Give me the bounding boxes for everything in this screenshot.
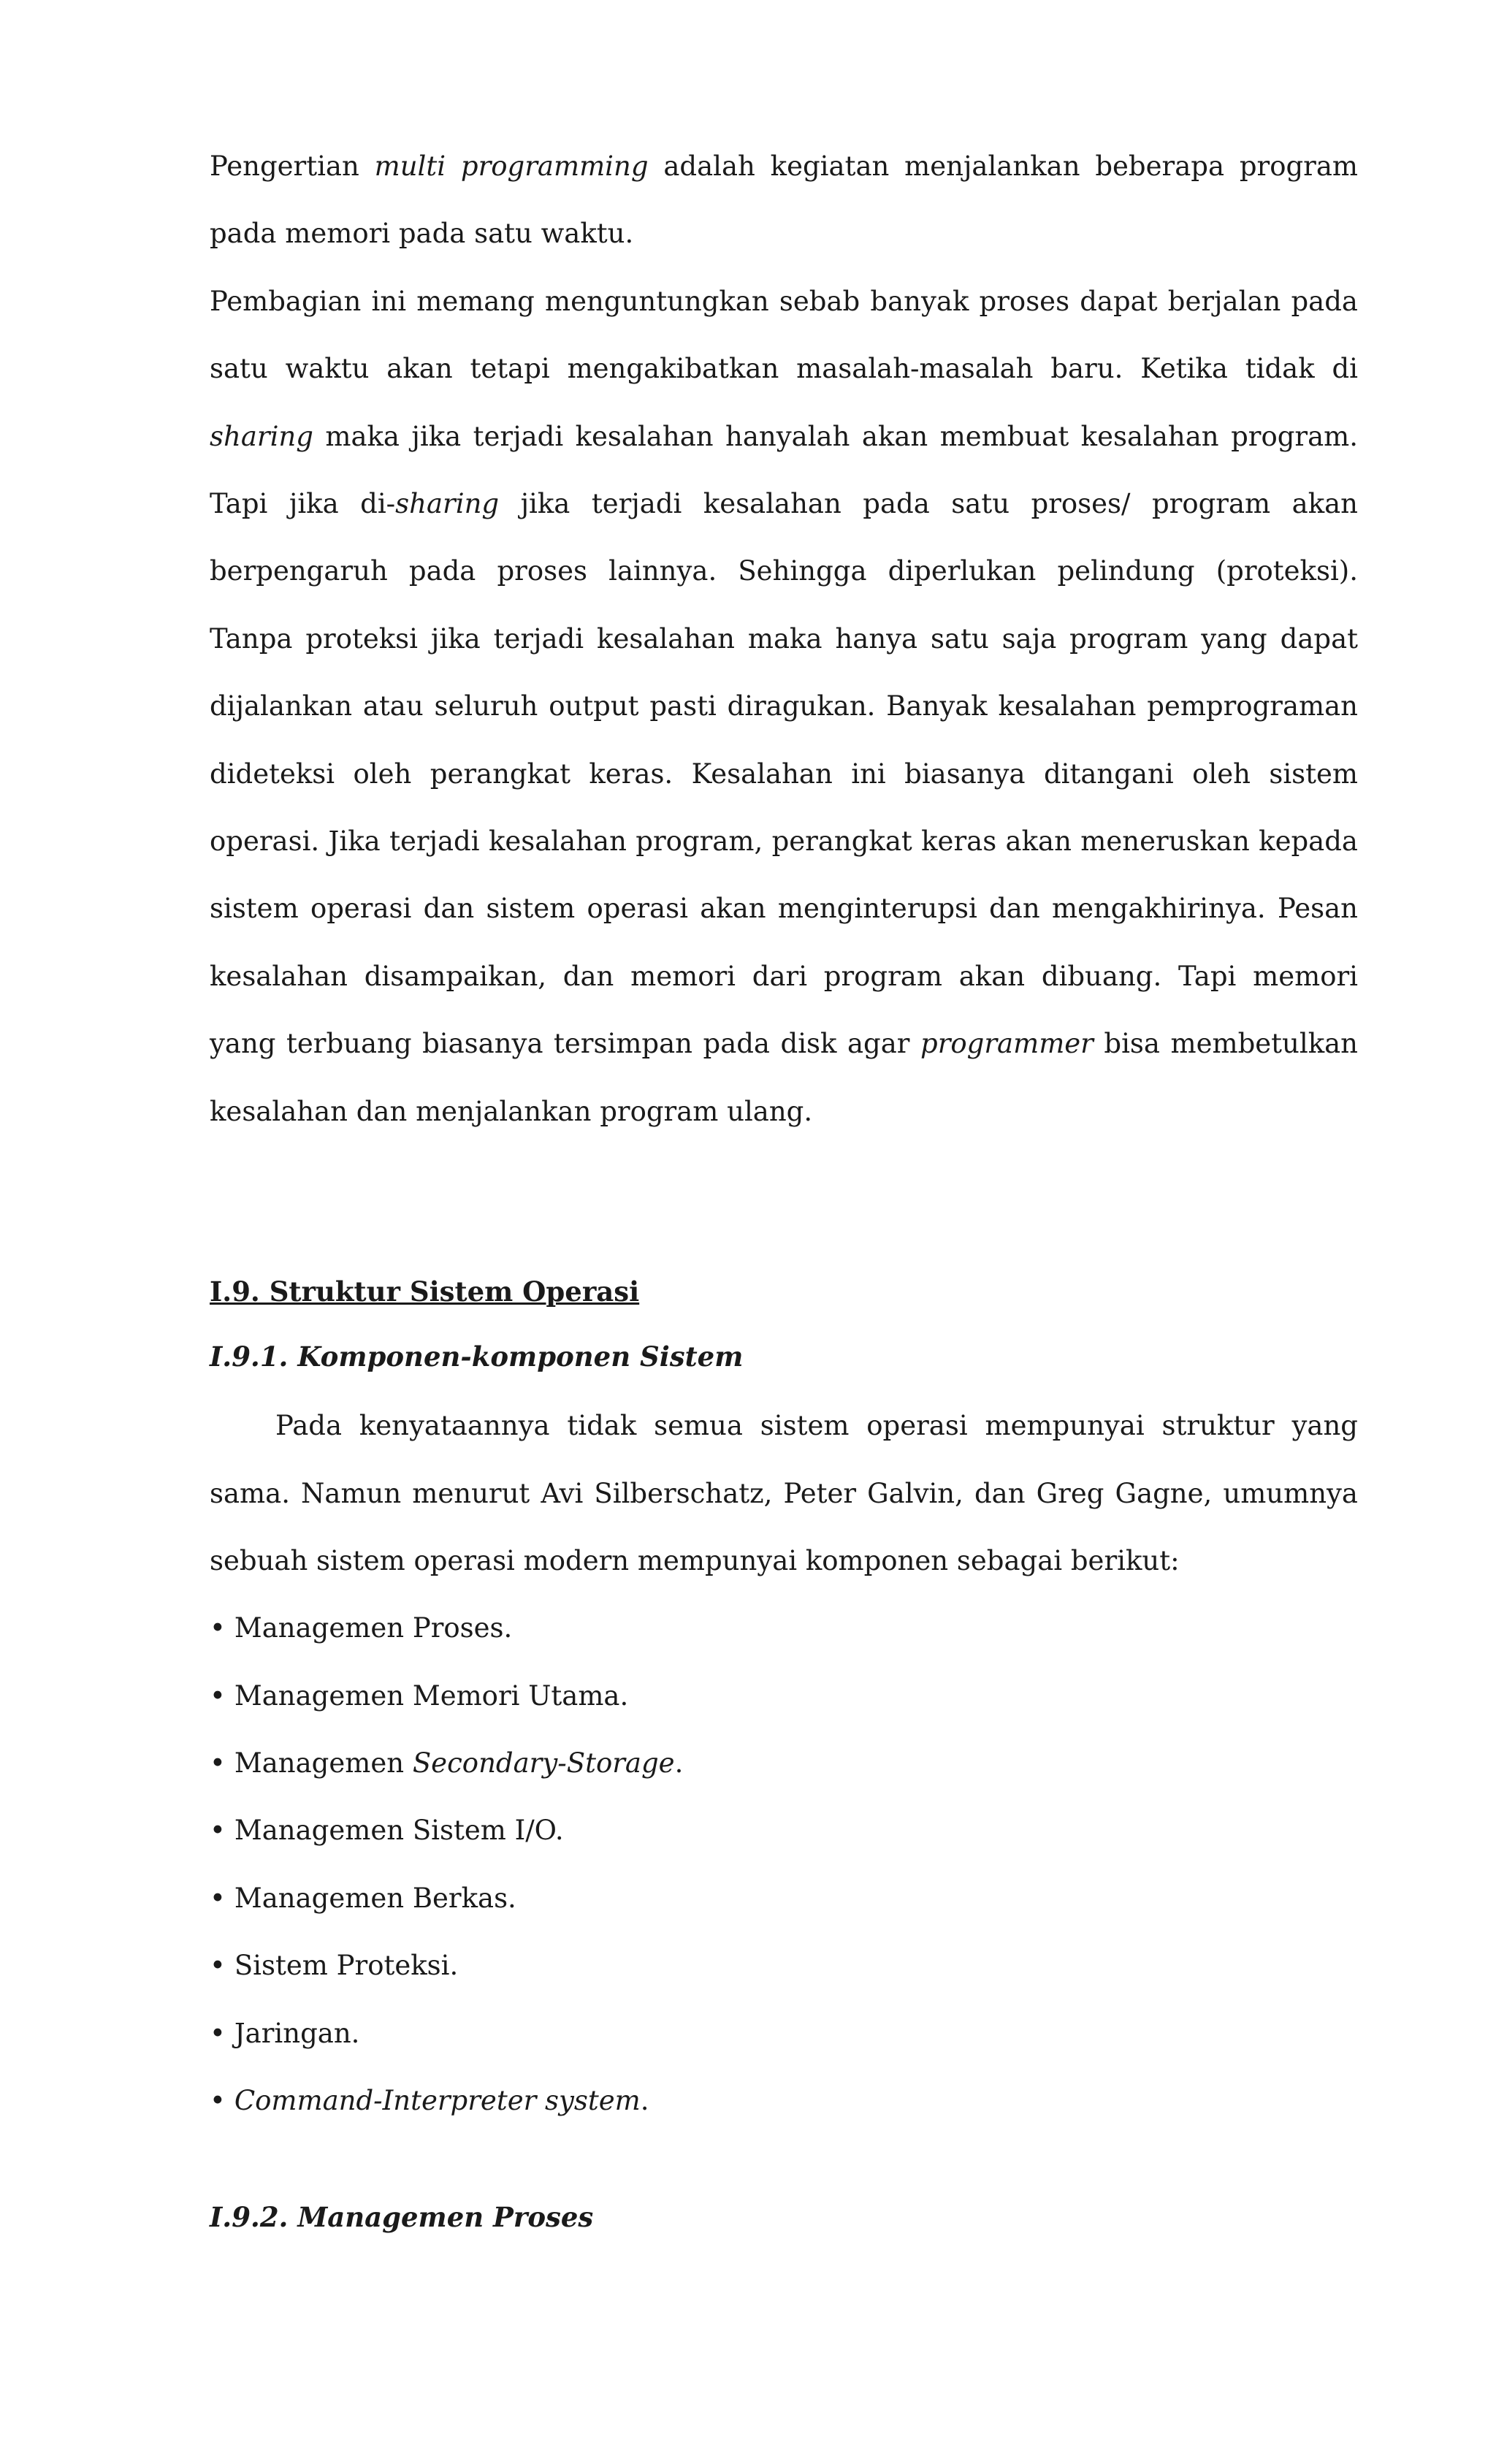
document-body [210,133,1358,2235]
list-item-text: Managemen [234,1747,413,1780]
list-item-text: Sistem Proteksi. [234,1950,459,1982]
list-item-text: Managemen Proses. [234,1612,513,1644]
bullet-icon: • [210,1815,226,1847]
section-heading: I.9. Struktur Sistem Operasi [210,1275,640,1308]
list-item [210,1865,1358,1932]
list-item [210,2000,1358,2067]
components-list [210,1595,1358,2135]
list-item [210,2067,1358,2135]
list-item-text: . [674,1747,684,1780]
list-item-text: Managemen Berkas. [234,1882,516,1914]
spacer [210,2135,1358,2199]
bullet-icon: • [210,2017,226,2049]
bullet-icon: • [210,1612,226,1644]
paragraph-text: maka jika terjadi kesalahan hanyalah akan membuat kesalahan program. Tapi jika di- [210,420,1358,520]
paragraph-text: bisa membetulkan kesalahan dan menjalankan program ulang. [210,1028,1359,1127]
paragraph-components-intro: Pada kenyataannya tidak semua sistem operasi mempunyai struktur yang sama. Namun menurut Avi Silberschatz, Peter Galvin, dan Greg Gagne, umumnya sebuah sistem operasi modern mempunyai komponen sebagai berikut: [210,1410,1358,1576]
italic-term: Secondary-Storage [412,1747,675,1780]
list-item-text: Jaringan. [234,2017,360,2049]
list-item [210,1730,1358,1797]
paragraph-sharing-protection [210,268,1358,1145]
bullet-icon: • [210,1950,226,1982]
bullet-icon: • [210,2085,226,2117]
italic-term: multi programming [374,150,649,182]
list-item [210,1663,1358,1730]
list-item-text: Managemen Sistem I/O. [234,1815,564,1847]
paragraph-multiprogramming-definition [210,133,1358,268]
italic-term: programmer [920,1028,1094,1060]
paragraph-text: adalah kegiatan menjalankan beberapa program pada memori pada satu waktu. [210,150,1358,250]
subsection-heading-components: I.9.1. Komponen-komponen Sistem [210,1340,744,1373]
list-item [210,1595,1358,1662]
italic-term: Command-Interpreter system [234,2085,641,2117]
list-item-text: . [640,2085,649,2117]
bullet-icon: • [210,1882,226,1914]
paragraph-text: Pembagian ini memang menguntungkan sebab banyak proses dapat berjalan pada satu waktu akan tetapi mengakibatkan masalah-masalah baru. Ketika tidak di [210,285,1358,385]
spacer [210,1145,1358,1273]
paragraph-text: Pengertian [210,150,375,182]
italic-term: sharing [395,488,500,520]
italic-term: sharing [210,420,313,452]
bullet-icon: • [210,1747,226,1780]
bullet-icon: • [210,1679,226,1712]
list-item [210,1797,1358,1864]
list-item-text: Managemen Memori Utama. [234,1679,629,1712]
list-item [210,1932,1358,1999]
subsection-heading-process-management: I.9.2. Managemen Proses [210,2201,594,2234]
paragraph-text: jika terjadi kesalahan pada satu proses/ program akan berpengaruh pada proses lainnya. Sehingga diperlukan pelindung (proteksi). Tanpa proteksi jika terjadi kesalahan maka hanya satu saja program yang dapat dijalankan atau seluruh output pasti diragukan. Banyak kesalahan pemprograman dideteksi oleh perangkat keras. Kesalahan ini biasanya ditangani oleh sistem operasi. Jika terjadi kesalahan program, perangkat keras akan meneruskan kepada sistem operasi dan sistem operasi akan menginterupsi dan mengakhirinya. Pesan kesalahan disampaikan, dan memori dari program akan dibuang. Tapi memori yang terbuang biasanya tersimpan pada disk agar [210,488,1358,1060]
